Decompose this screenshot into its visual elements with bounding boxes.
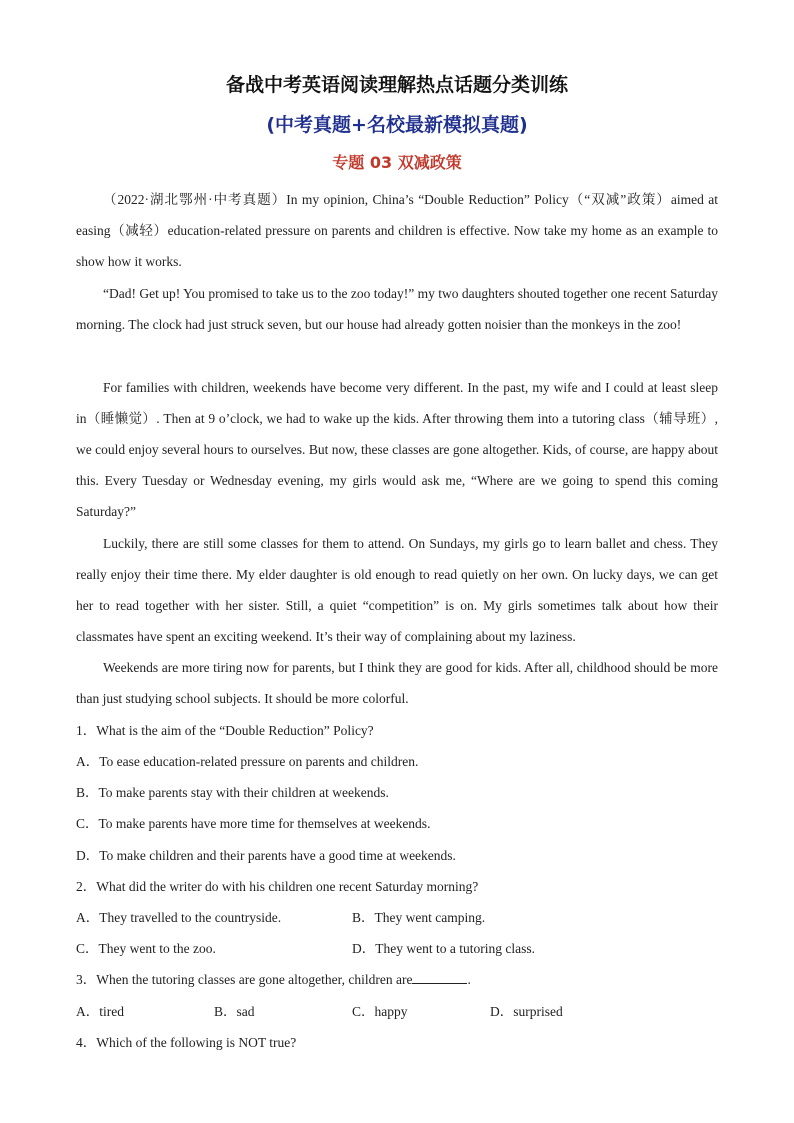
question-1-option-a: A．To ease education-related pressure on parents and children.: [76, 754, 419, 769]
answer-blank: [412, 971, 467, 984]
question-1-option-d: D．To make children and their parents have a good time at weekends.: [76, 848, 456, 863]
question-2-option-c: C．They went to the zoo.: [76, 941, 216, 956]
question-4: 4．Which of the following is NOT true?: [76, 1035, 297, 1050]
question-3-option-b: B．sad: [214, 1004, 255, 1019]
question-1-option-c: C．To make parents have more time for themselves at weekends.: [76, 816, 431, 831]
question-2-option-d: D．They went to a tutoring class.: [352, 941, 535, 956]
question-2-option-a: A．They travelled to the countryside.: [76, 910, 282, 925]
topic-heading: 专题 03 双减政策: [332, 153, 462, 172]
question-1-option-b: B．To make parents stay with their children at weekends.: [76, 785, 389, 800]
question-3-end: .: [467, 972, 471, 987]
passage-paragraph-1: （2022·湖北鄂州·中考真题）In my opinion, China’s “Double Reduction” Policy（“双减”政策）aimed at easing（减轻）education-related pressure on parents and children is effective. Now take my home as an example to show how it works.: [76, 192, 718, 269]
question-2: 2．What did the writer do with his children one recent Saturday morning?: [76, 879, 479, 894]
question-3-option-d: D．surprised: [490, 1004, 563, 1019]
question-3-option-a: A．tired: [76, 1004, 124, 1019]
question-2-option-b: B．They went camping.: [352, 910, 486, 925]
question-3-text: 3．When the tutoring classes are gone altogether, children are: [76, 972, 413, 987]
question-1: 1．What is the aim of the “Double Reduction” Policy?: [76, 723, 374, 738]
passage-paragraph-5: Weekends are more tiring now for parents, but I think they are good for kids. After all, childhood should be more than just studying school subjects. It should be more colorful.: [76, 660, 718, 706]
passage-paragraph-2: “Dad! Get up! You promised to take us to the zoo today!” my two daughters shouted together one recent Saturday morning. The clock had just struck seven, but our house had already gotten noisier than the monkeys in the zoo!: [76, 286, 718, 332]
question-3-option-c: C．happy: [352, 1004, 408, 1019]
document-subtitle: (中考真题+名校最新模拟真题): [266, 114, 528, 136]
passage-paragraph-4: Luckily, there are still some classes for them to attend. On Sundays, my girls go to learn ballet and chess. They really enjoy their time there. My elder daughter is old enough to read quietly on her own. On lucky days, we can get her to read together with her sister. Still, a quiet “competition” is on. My girls sometimes talk about how their classmates have spent an exciting weekend. It’s their way of complaining about my laziness.: [76, 536, 718, 644]
question-3: [76, 970, 471, 990]
document-title: 备战中考英语阅读理解热点话题分类训练: [225, 74, 568, 96]
passage-paragraph-3: For families with children, weekends have become very different. In the past, my wife and I could at least sleep in（睡懒觉）. Then at 9 o’clock, we had to wake up the kids. After throwing them into a tutoring class（辅导班）, we could enjoy several hours to ourselves. But now, these classes are gone altogether. Kids, of course, are happy about this. Every Tuesday or Wednesday evening, my girls would ask me, “Where are we going to spend this coming Saturday?”: [76, 380, 718, 519]
